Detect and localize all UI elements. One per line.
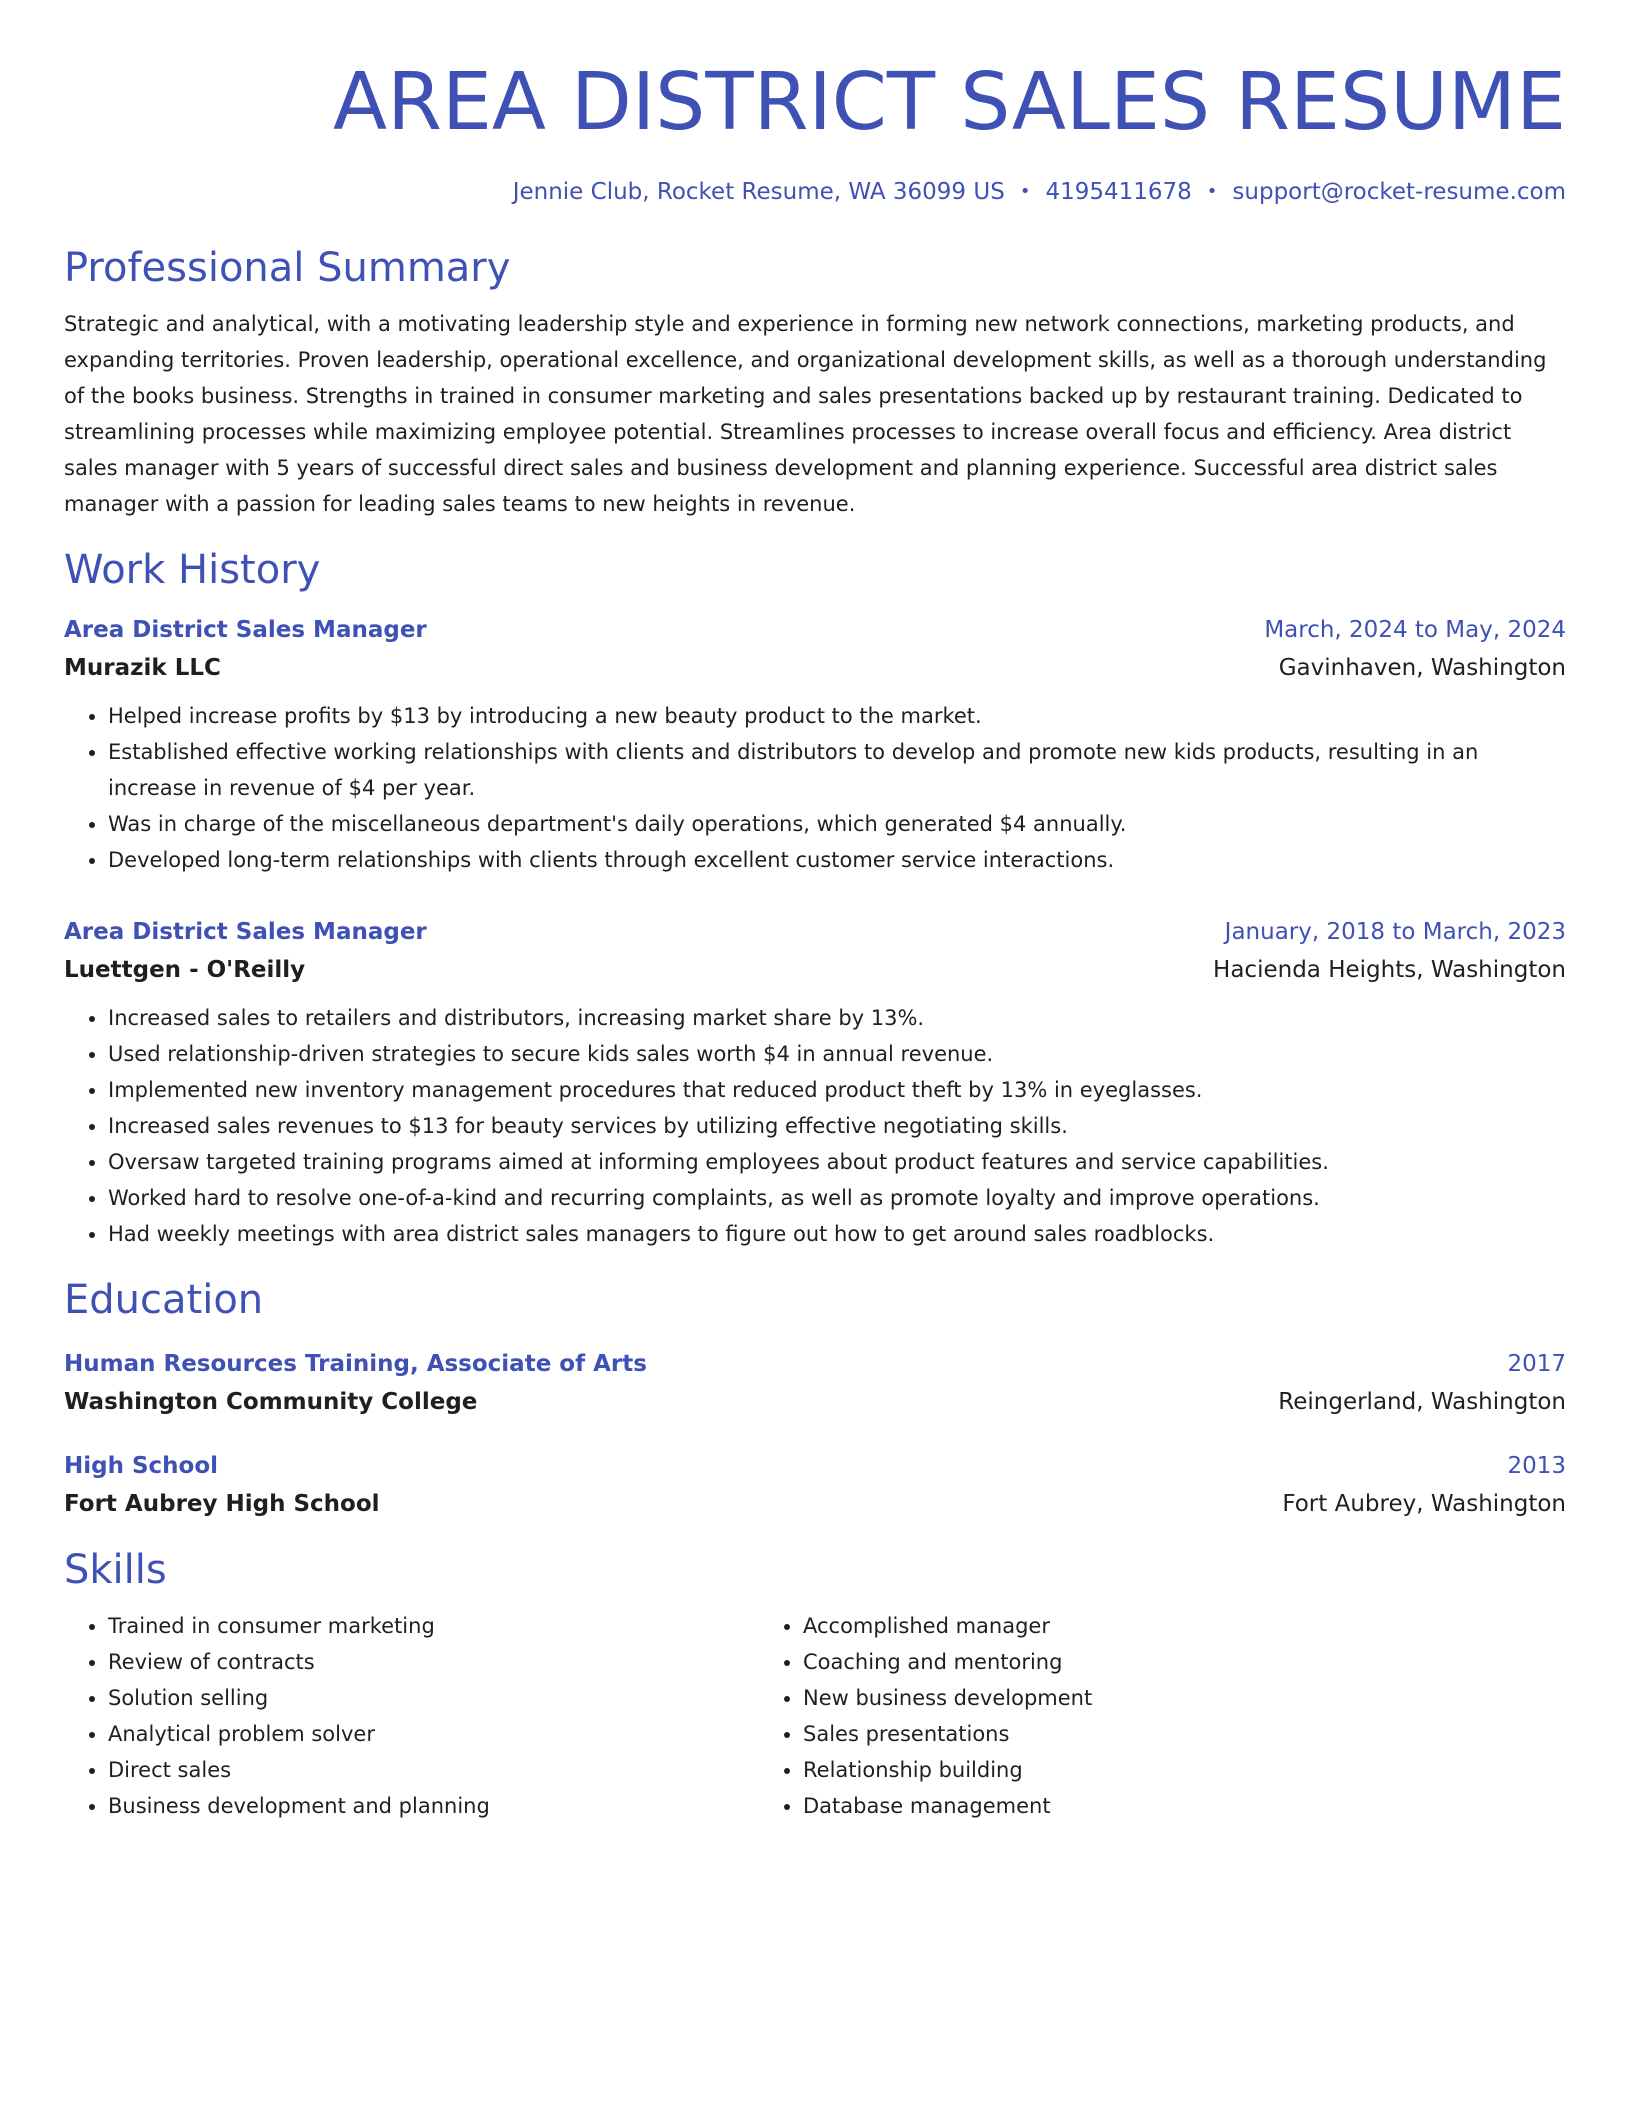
work-history-section (64, 544, 1566, 1252)
summary-heading: Professional Summary (64, 245, 511, 291)
skill-item: • Trained in consumer marketing (108, 1608, 759, 1644)
summary-text: Strategic and analytical, with a motivating leadership style and experience in forming new network connections, marketing products, and expanding territories. Proven leadership, operational excellence, and organizational development skills, as well as a thorough understanding of the books business. Strengths in trained in consumer marketing and sales presentations backed up by restaurant training. Dedicated to streamlining processes while maximizing employee potential. Streamlines processes to increase overall focus and efficiency. Area district sales manager with 5 years of successful direct sales and business development and planning experience. Successful area district sales manager with a passion for leading sales teams to new heights in revenue. (64, 312, 1547, 516)
job-bullet: • Used relationship-driven strategies to secure kids sales worth $4 in annual revenue. (108, 1036, 1566, 1072)
education-school-row (64, 1382, 1566, 1422)
skill-item: • Direct sales (108, 1752, 759, 1788)
job-title-row (64, 612, 1566, 648)
education-degree: High School (64, 1453, 219, 1479)
job-company-row (64, 648, 1566, 688)
job-company: Murazik LLC (64, 655, 221, 681)
job-bullet: • Helped increase profits by $13 by introducing a new beauty product to the market. (108, 698, 1566, 734)
job-dates: January, 2018 to March, 2023 (1224, 919, 1566, 945)
job-bullet: • Developed long-term relationships with clients through excellent customer service interactions. (108, 842, 1566, 878)
job-bullet: • Established effective working relationships with clients and distributors to develop and promote new kids products, resulting in an increase in revenue of $4 per year. (108, 734, 1566, 806)
skill-item: • Database management (803, 1788, 1566, 1824)
job-bullet: • Increased sales revenues to $13 for beauty services by utilizing effective negotiating skills. (108, 1108, 1566, 1144)
contact-address: Jennie Club, Rocket Resume, WA 36099 US (512, 179, 1005, 205)
skills-section (64, 1544, 1566, 1824)
job-entry (64, 612, 1566, 878)
skill-item: • Solution selling (108, 1680, 759, 1716)
contact-separator: • (1206, 181, 1218, 202)
job-title: Area District Sales Manager (64, 919, 427, 945)
skill-item: • Coaching and mentoring (803, 1644, 1566, 1680)
work-history-heading: Work History (64, 547, 321, 593)
skills-list-left (64, 1608, 759, 1824)
education-degree-row (64, 1346, 1566, 1382)
skill-item: • Relationship building (803, 1752, 1566, 1788)
contact-email: support@rocket-resume.com (1232, 179, 1566, 205)
education-degree-row (64, 1448, 1566, 1484)
resume-header (64, 0, 1566, 208)
skills-columns (64, 1608, 1566, 1824)
job-bullet: • Had weekly meetings with area district sales managers to figure out how to get around sales roadblocks. (108, 1216, 1566, 1252)
education-year: 2013 (1507, 1453, 1566, 1479)
job-bullet: • Oversaw targeted training programs aimed at informing employees about product features and service capabilities. (108, 1144, 1566, 1180)
education-year: 2017 (1507, 1351, 1566, 1377)
education-school-row (64, 1484, 1566, 1524)
job-bullet: • Was in charge of the miscellaneous department's daily operations, which generated $4 annually. (108, 806, 1566, 842)
education-heading: Education (64, 1277, 264, 1323)
skill-item: • New business development (803, 1680, 1566, 1716)
job-location: Hacienda Heights, Washington (1213, 957, 1566, 983)
education-entry (64, 1346, 1566, 1422)
job-bullet: • Implemented new inventory management procedures that reduced product theft by 13% in eyeglasses. (108, 1072, 1566, 1108)
contact-separator: • (1019, 181, 1031, 202)
education-degree: Human Resources Training, Associate of Arts (64, 1351, 647, 1377)
skills-list-right (759, 1608, 1566, 1824)
education-location: Fort Aubrey, Washington (1282, 1491, 1566, 1517)
skill-item: • Accomplished manager (803, 1608, 1566, 1644)
job-bullets (64, 698, 1566, 878)
skill-item: • Business development and planning (108, 1788, 759, 1824)
skills-heading: Skills (64, 1547, 167, 1593)
skill-item: • Sales presentations (803, 1716, 1566, 1752)
resume-page (64, 0, 1566, 1824)
job-location: Gavinhaven, Washington (1278, 655, 1566, 681)
job-bullets (64, 1000, 1566, 1252)
job-title: Area District Sales Manager (64, 617, 427, 643)
skill-item: • Review of contracts (108, 1644, 759, 1680)
job-bullet: • Increased sales to retailers and distributors, increasing market share by 13%. (108, 1000, 1566, 1036)
job-title-row (64, 914, 1566, 950)
contact-line (64, 176, 1566, 208)
job-company: Luettgen - O'Reilly (64, 957, 306, 983)
contact-phone: 4195411678 (1045, 179, 1192, 205)
skill-item: • Analytical problem solver (108, 1716, 759, 1752)
summary-section (64, 242, 1566, 522)
education-entry (64, 1448, 1566, 1524)
job-bullet: • Worked hard to resolve one-of-a-kind and recurring complaints, as well as promote loyalty and improve operations. (108, 1180, 1566, 1216)
resume-title: AREA DISTRICT SALES RESUME (333, 56, 1566, 148)
job-dates: March, 2024 to May, 2024 (1264, 617, 1566, 643)
education-school: Washington Community College (64, 1389, 478, 1415)
job-company-row (64, 950, 1566, 990)
job-entry (64, 914, 1566, 1252)
education-section (64, 1274, 1566, 1524)
education-location: Reingerland, Washington (1278, 1389, 1566, 1415)
education-school: Fort Aubrey High School (64, 1491, 380, 1517)
